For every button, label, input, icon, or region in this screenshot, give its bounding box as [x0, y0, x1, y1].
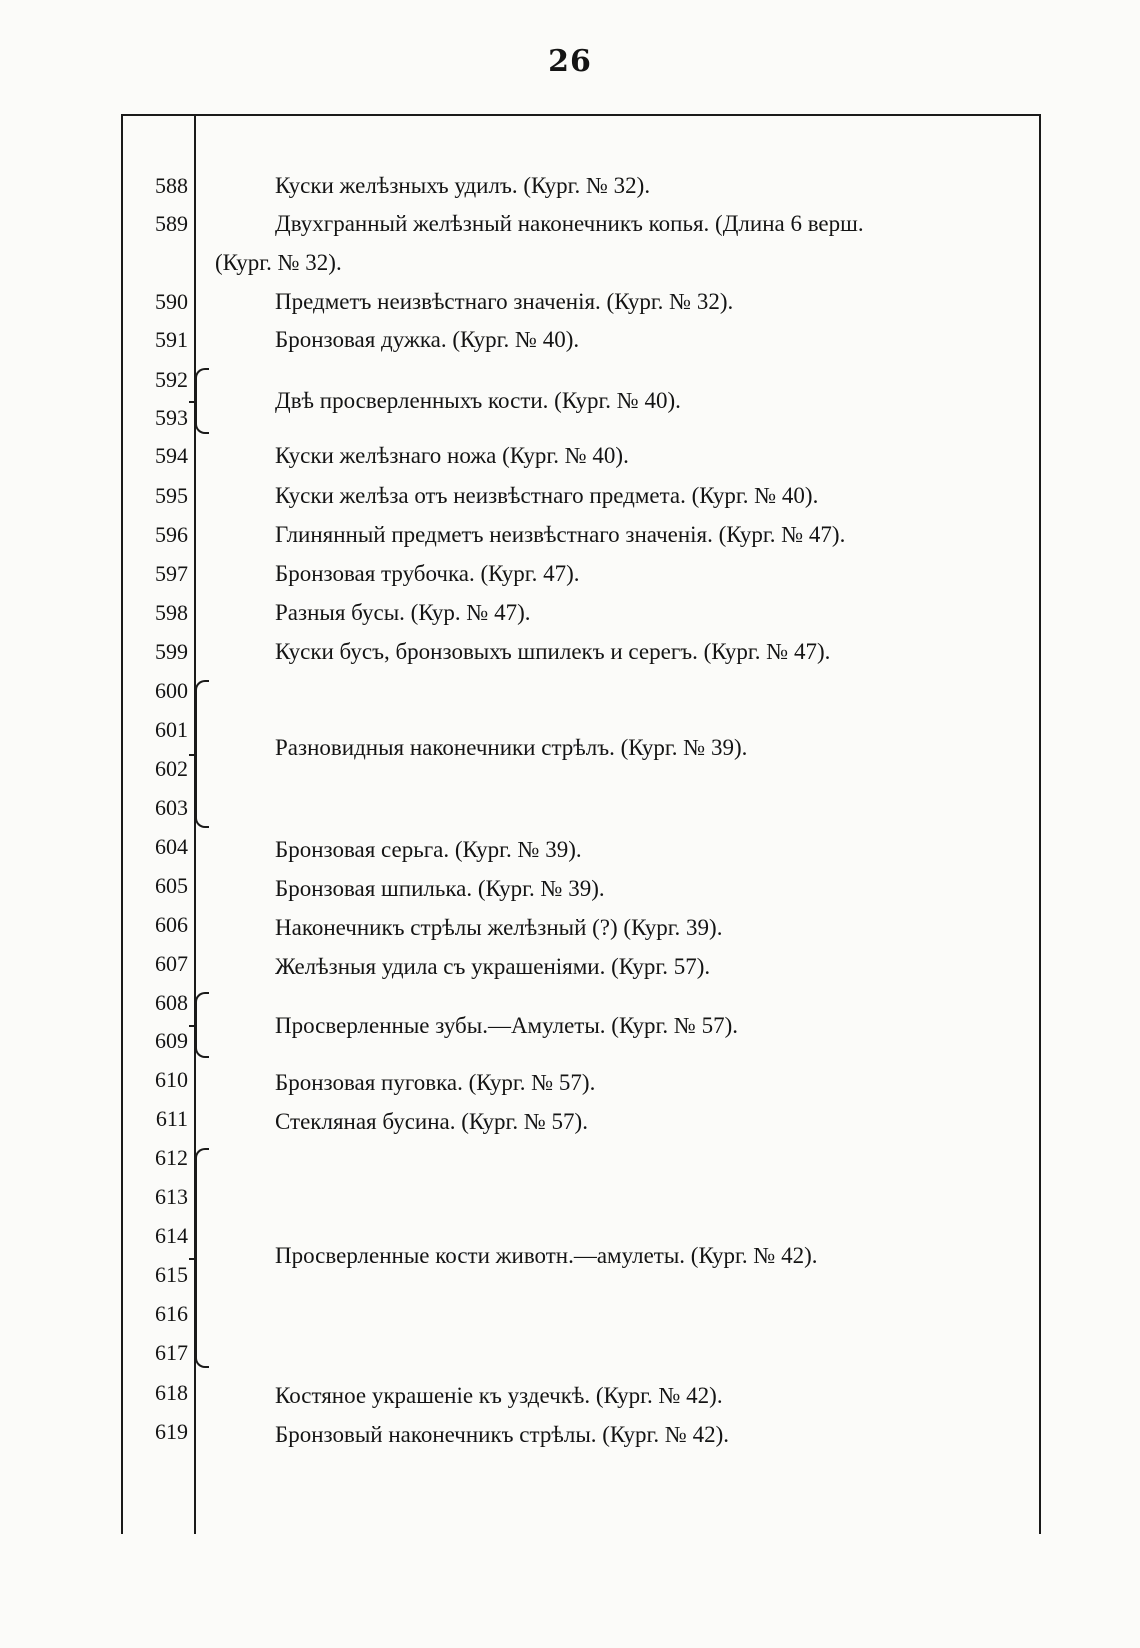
group-brace: [195, 680, 209, 828]
page-number: 26: [548, 44, 592, 79]
entry-description: Бронзовая дужка. (Кург. № 40).: [275, 327, 580, 352]
group-description: Просверленные кости животн.—амулеты. (Кург. № 42).: [275, 1243, 818, 1268]
entry-description: Куски бусъ, бронзовыхъ шпилекъ и серегъ. (Кург. № 47).: [275, 639, 831, 664]
entry-number: 618: [155, 1380, 188, 1405]
entry-description-continuation: (Кург. № 32).: [215, 250, 342, 275]
entry-description: Желѣзныя удила съ украшеніями. (Кург. 57).: [275, 954, 711, 979]
entry-number: 596: [155, 522, 188, 547]
entry-number: 601: [155, 717, 188, 742]
group-description: Двѣ просверленныхъ кости. (Кург. № 40).: [275, 388, 681, 413]
entry-number: 607: [155, 951, 188, 976]
entry-number: 589: [155, 211, 188, 236]
entry-description: Бронзовая шпилька. (Кург. № 39).: [275, 876, 605, 901]
table-rule-top: [121, 114, 1041, 116]
entry-number: 591: [155, 327, 188, 352]
entry-number: 602: [155, 756, 188, 781]
entry-number: 594: [155, 443, 188, 468]
group-brace: [195, 1148, 209, 1368]
entry-description: Бронзовая пуговка. (Кург. № 57).: [275, 1070, 596, 1095]
entry-number: 619: [155, 1419, 188, 1444]
entry-number: 598: [155, 600, 188, 625]
entry-description: Разныя бусы. (Кур. № 47).: [275, 600, 531, 625]
entry-number: 610: [155, 1067, 188, 1092]
entry-number: 606: [155, 912, 188, 937]
entry-description: Куски желѣзнаго ножа (Кург. № 40).: [275, 443, 629, 468]
group-description: Разновидныя наконечники стрѣлъ. (Кург. № 39).: [275, 735, 748, 760]
table-rule-left: [121, 114, 123, 1534]
entry-description: Наконечникъ стрѣлы желѣзный (?) (Кург. 39).: [275, 915, 723, 940]
entry-description: Бронзовая серьга. (Кург. № 39).: [275, 837, 582, 862]
entry-number: 617: [155, 1340, 188, 1365]
entry-number: 597: [155, 561, 188, 586]
entry-number: 595: [155, 483, 188, 508]
entry-number: 605: [155, 873, 188, 898]
entry-number: 615: [155, 1262, 188, 1287]
entry-number: 612: [155, 1145, 188, 1170]
entry-description: Куски желѣзныхъ удилъ. (Кург. № 32).: [275, 173, 651, 198]
entry-number: 590: [155, 289, 188, 314]
entry-number: 611: [155, 1106, 188, 1131]
entry-number: 593: [155, 405, 188, 430]
entry-number: 599: [155, 639, 188, 664]
entry-description: Костяное украшеніе къ уздечкѣ. (Кург. № 42).: [275, 1383, 723, 1408]
entry-description: Стекляная бусина. (Кург. № 57).: [275, 1109, 588, 1134]
entry-description: Бронзовая трубочка. (Кург. 47).: [275, 561, 580, 586]
entry-number: 609: [155, 1028, 188, 1053]
entry-number: 603: [155, 795, 188, 820]
entry-number: 614: [155, 1223, 188, 1248]
entry-description: Бронзовый наконечникъ стрѣлы. (Кург. № 42).: [275, 1422, 729, 1447]
entry-number: 592: [155, 367, 188, 392]
entry-description: Предметъ неизвѣстнаго значенія. (Кург. № 32).: [275, 289, 734, 314]
entry-number: 613: [155, 1184, 188, 1209]
group-description: Просверленные зубы.—Амулеты. (Кург. № 57).: [275, 1013, 738, 1038]
entry-number: 588: [155, 173, 188, 198]
entry-number: 600: [155, 678, 188, 703]
entry-description: Двухгранный желѣзный наконечникъ копья. (Длина 6 верш.: [275, 211, 864, 236]
entry-number: 616: [155, 1301, 188, 1326]
entry-number: 608: [155, 990, 188, 1015]
entry-description: Глинянный предметъ неизвѣстнаго значенія. (Кург. № 47).: [275, 522, 846, 547]
entry-description: Куски желѣза отъ неизвѣстнаго предмета. (Кург. № 40).: [275, 483, 819, 508]
group-brace: [195, 368, 209, 434]
group-brace: [195, 992, 209, 1058]
entry-number: 604: [155, 834, 188, 859]
